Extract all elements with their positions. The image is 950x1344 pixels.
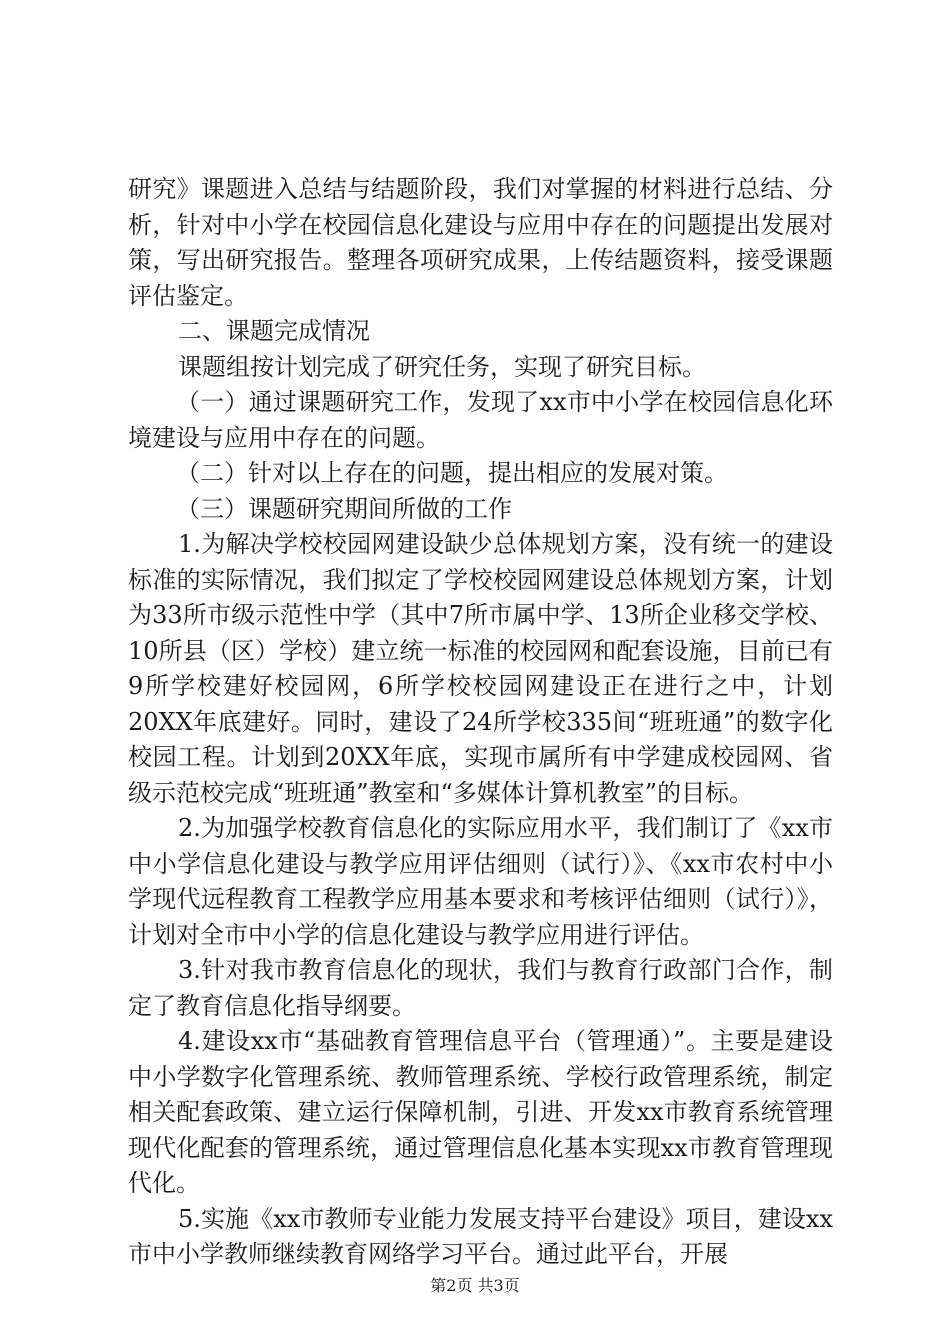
paragraph-work-4: 4.建设xx市“基础教育管理信息平台（管理通）”。主要是建设中小学数字化管理系统、教师管理系统、学校行政管理系统，制定相关配套政策、建立运行保障机制，引进、开发xx市教育系统管理现代化配套的管理系统，通过管理信息化基本实现xx市教育管理现代化。 [128, 1027, 833, 1197]
document-body [128, 172, 833, 1273]
paragraph-item-1: （一）通过课题研究工作，发现了xx市中小学在校园信息化环境建设与应用中存在的问题。 [128, 388, 833, 452]
page-number: 第2页 共3页 [430, 1276, 520, 1295]
paragraph-item-2: （二）针对以上存在的问题，提出相应的发展对策。 [176, 459, 728, 487]
paragraph-work-3: 3.针对我市教育信息化的现状，我们与教育行政部门合作，制定了教育信息化指导纲要。 [128, 956, 833, 1020]
paragraph-work-5: 5.实施《xx市教师专业能力发展支持平台建设》项目，建设xx市中小学教师继续教育网络学习平台。通过此平台，开展 [128, 1204, 833, 1268]
paragraph-work-2: 2.为加强学校教育信息化的实际应用水平，我们制订了《xx市中小学信息化建设与教学应用评估细则（试行）》、《xx市农村中小学现代远程教育工程教学应用基本要求和考核评估细则（试行）》，计划对全市中小学的信息化建设与教学应用进行评估。 [128, 814, 833, 949]
page-footer [0, 1276, 950, 1296]
paragraph-item-3: （三）课题研究期间所做的工作 [176, 494, 512, 523]
paragraph-work-1: 1.为解决学校校园网建设缺少总体规划方案，没有统一的建设标准的实际情况，我们拟定了学校校园网建设总体规划方案，计划为33所市级示范性中学（其中7所市属中学、13所企业移交学校、10所县（区）学校）建立统一标准的校园网和配套设施，目前已有9所学校建好校园网，6所学校校园网建设正在进行之中，计划20XX年底建好。同时，建设了24所学校335间“班班通”的数字化校园工程。计划到20XX年底，实现市属所有中学建成校园网、省级示范校完成“班班通”教室和“多媒体计算机教室”的目标。 [128, 530, 833, 807]
paragraph-summary: 课题组按计划完成了研究任务，实现了研究目标。 [178, 352, 706, 381]
section-heading: 二、课题完成情况 [178, 317, 370, 345]
paragraph-intro: 研究》课题进入总结与结题阶段，我们对掌握的材料进行总结、分析，针对中小学在校园信息化建设与应用中存在的问题提出发展对策，写出研究报告。整理各项研究成果，上传结题资料，接受课题评估鉴定。 [128, 175, 833, 310]
